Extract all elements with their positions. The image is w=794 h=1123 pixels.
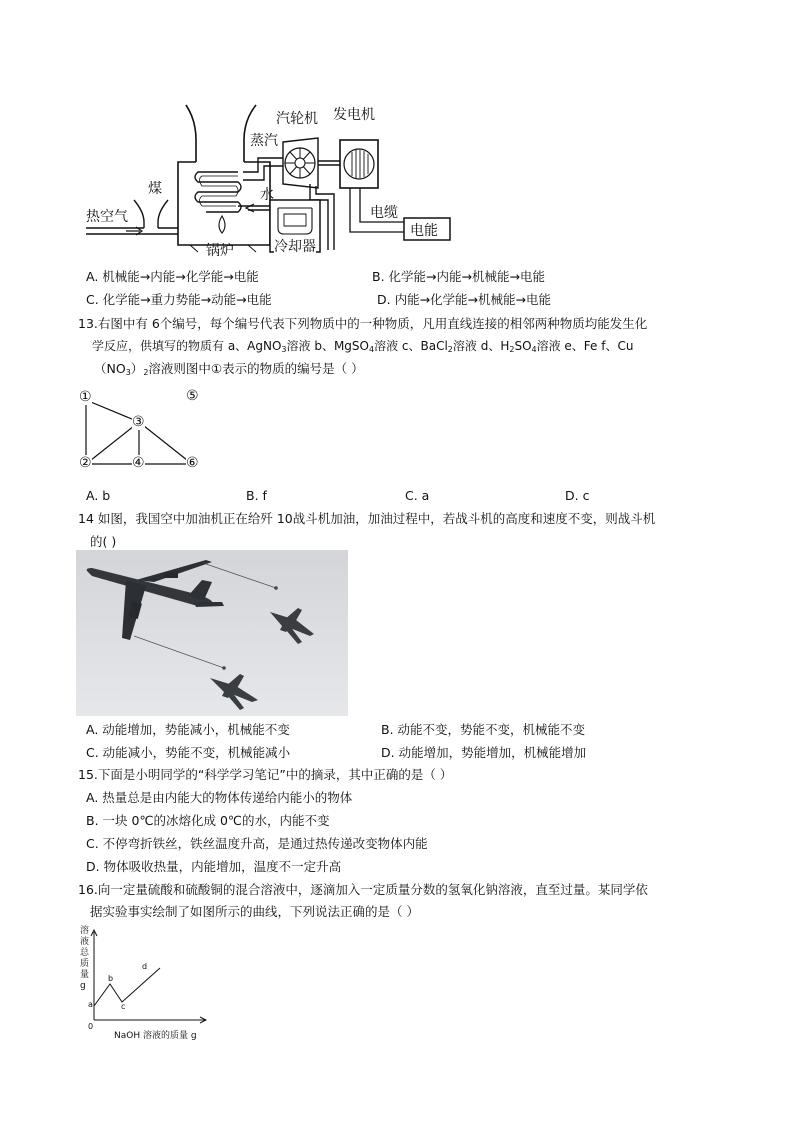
q13-option-d[interactable]: D. c: [565, 488, 590, 503]
q13-option-a[interactable]: A. b: [86, 488, 111, 503]
q12-option-d[interactable]: D. 内能→化学能→机械能→电能: [377, 292, 551, 307]
q16-mass-graph: [76, 924, 216, 1044]
label-steam: 蒸汽: [250, 133, 278, 149]
label-electric-energy: 电能: [410, 223, 438, 239]
label-boiler: 锅炉: [206, 243, 234, 259]
q13-node-5: ⑤: [186, 388, 199, 404]
q13-option-c[interactable]: C. a: [405, 488, 430, 503]
q12-option-a[interactable]: A. 机械能→内能→化学能→电能: [86, 269, 259, 284]
q14-stem-line2: 的( ): [90, 534, 117, 549]
q16-origin: 0: [88, 1022, 94, 1031]
label-coal: 煤: [148, 181, 162, 197]
q14-option-d[interactable]: D. 动能增加，势能增加，机械能增加: [381, 745, 587, 760]
q13-node-4: ④: [132, 455, 145, 471]
q16-point-b: b: [108, 974, 114, 983]
q14-option-c[interactable]: C. 动能减小，势能不变，机械能减小: [86, 745, 291, 760]
q16-point-a: a: [88, 1000, 93, 1009]
q13-stem-line1: 13.右图中有 6个编号，每个编号代表下列物质中的一种物质，凡用直线连接的相邻两种物质均能发生化: [78, 316, 648, 331]
q13-stem-line3: $(NO_3)_2$溶液则图中①表示的物质的编号是（ ）: [94, 361, 364, 377]
q13-reaction-graph: [76, 386, 206, 474]
q15-option-d[interactable]: D. 物体吸收热量，内能增加，温度不一定升高: [86, 859, 342, 874]
label-cooler: 冷却器: [274, 236, 316, 256]
label-cable: 电缆: [370, 205, 398, 221]
label-generator: 发电机: [333, 107, 375, 123]
refueling-photo-svg: [76, 550, 348, 716]
q13-stem-line2: 学反应，供填写的物质有 a、AgNO$_3$溶液 b、MgSO$_4$溶液 c、BaCl$_2$溶液 d、$H_2SO_4$溶液 e、Fe f、Cu: [92, 339, 634, 354]
q12-option-b[interactable]: B. 化学能→内能→机械能→电能: [372, 269, 545, 284]
q13-node-3: ③: [132, 414, 145, 430]
q16-graph-svg: [76, 924, 216, 1044]
q16-xlabel: NaOH 溶液的质量 g: [114, 1031, 197, 1041]
label-turbine: 汽轮机: [276, 111, 318, 127]
q13-node-2: ②: [79, 455, 92, 471]
q16-point-c: c: [121, 1002, 126, 1011]
label-water: 水: [260, 187, 274, 203]
power-plant-diagram: [78, 100, 458, 265]
refueling-photo: [76, 550, 348, 716]
q14-stem-line1: 14 如图，我国空中加油机正在给歼 10战斗机加油，加油过程中，若战斗机的高度和速度不变，则战斗机: [78, 511, 656, 526]
q16-stem-line2: 据实验事实绘制了如图所示的曲线，下列说法正确的是（ ）: [90, 904, 419, 919]
q15-option-b[interactable]: B. 一块 0℃的冰熔化成 0℃的水，内能不变: [86, 813, 330, 828]
q15-stem: 15.下面是小明同学的“科学学习笔记”中的摘录，其中正确的是（ ）: [78, 767, 453, 782]
q16-stem-line1: 16.向一定量硫酸和硫酸铜的混合溶液中，逐滴加入一定质量分数的氢氧化钠溶液，直至过量。某同学依: [78, 882, 648, 897]
power-plant-svg: [78, 100, 458, 265]
q13-node-6: ⑥: [186, 455, 199, 471]
q16-ylabel: 溶 液 总 质 量 g: [80, 926, 90, 991]
q12-option-c[interactable]: C. 化学能→重力势能→动能→电能: [86, 292, 272, 307]
q14-option-b[interactable]: B. 动能不变，势能不变，机械能不变: [381, 722, 586, 737]
q13-node-1: ①: [79, 389, 92, 405]
q15-option-a[interactable]: A. 热量总是由内能大的物体传递给内能小的物体: [86, 790, 353, 805]
label-hot-air: 热空气: [86, 209, 128, 225]
q13-option-b[interactable]: B. f: [246, 488, 267, 503]
q15-option-c[interactable]: C. 不停弯折铁丝，铁丝温度升高，是通过热传递改变物体内能: [86, 836, 428, 851]
q14-option-a[interactable]: A. 动能增加，势能减小，机械能不变: [86, 722, 290, 737]
q16-point-d: d: [142, 962, 148, 971]
